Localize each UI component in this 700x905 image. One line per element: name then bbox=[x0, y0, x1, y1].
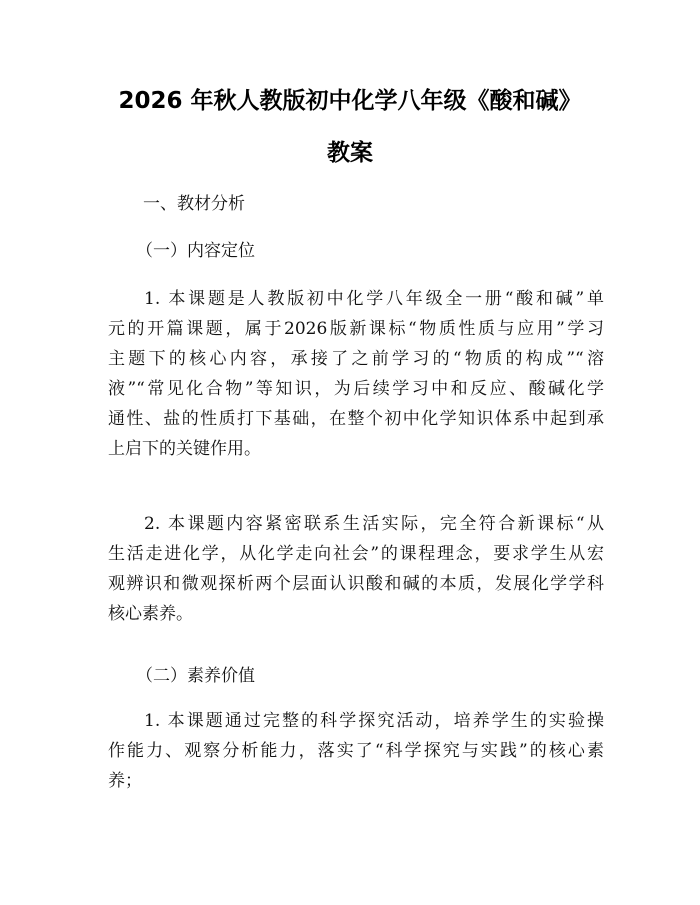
paragraph-line: 核心素养。 bbox=[108, 604, 193, 624]
paragraph-line: 观辨识和微观探析两个层面认识酸和碱的本质，发展化学学科 bbox=[108, 574, 604, 594]
paragraph-line: 通性、盐的性质打下基础，在整个初中化学知识体系中起到承 bbox=[108, 409, 604, 429]
paragraph-line: 2. 本课题内容紧密联系生活实际，完全符合新课标“从 bbox=[144, 514, 604, 534]
paragraph-1 bbox=[108, 284, 604, 464]
paragraph-line: 液”“常见化合物”等知识，为后续学习中和反应、酸碱化学 bbox=[108, 379, 604, 399]
document-title-line-2: 教案 bbox=[327, 140, 373, 166]
section-heading-materials-analysis: 一、教材分析 bbox=[143, 194, 245, 214]
paragraph-3 bbox=[108, 706, 604, 796]
paragraph-line: 养； bbox=[108, 771, 142, 791]
paragraph-line: 作能力、观察分析能力，落实了“科学探究与实践”的核心素 bbox=[108, 741, 604, 761]
paragraph-line: 1. 本课题通过完整的科学探究活动，培养学生的实验操 bbox=[144, 711, 604, 731]
paragraph-line: 1. 本课题是人教版初中化学八年级全一册“酸和碱”单 bbox=[144, 289, 604, 309]
paragraph-line: 上启下的关键作用。 bbox=[108, 439, 261, 459]
paragraph-line: 主题下的核心内容，承接了之前学习的“物质的构成”“溶 bbox=[108, 349, 604, 369]
subsection-heading-content-positioning: （一）内容定位 bbox=[136, 241, 255, 261]
paragraph-2 bbox=[108, 509, 604, 629]
subsection-heading-literacy-value: （二）素养价值 bbox=[136, 666, 255, 686]
paragraph-line: 生活走进化学，从化学走向社会”的课程理念，要求学生从宏 bbox=[108, 544, 604, 564]
document-title-line-1: 2026 年秋人教版初中化学八年级《酸和碱》 bbox=[118, 88, 582, 114]
paragraph-line: 元的开篇课题，属于2026版新课标“物质性质与应用”学习 bbox=[108, 319, 604, 339]
